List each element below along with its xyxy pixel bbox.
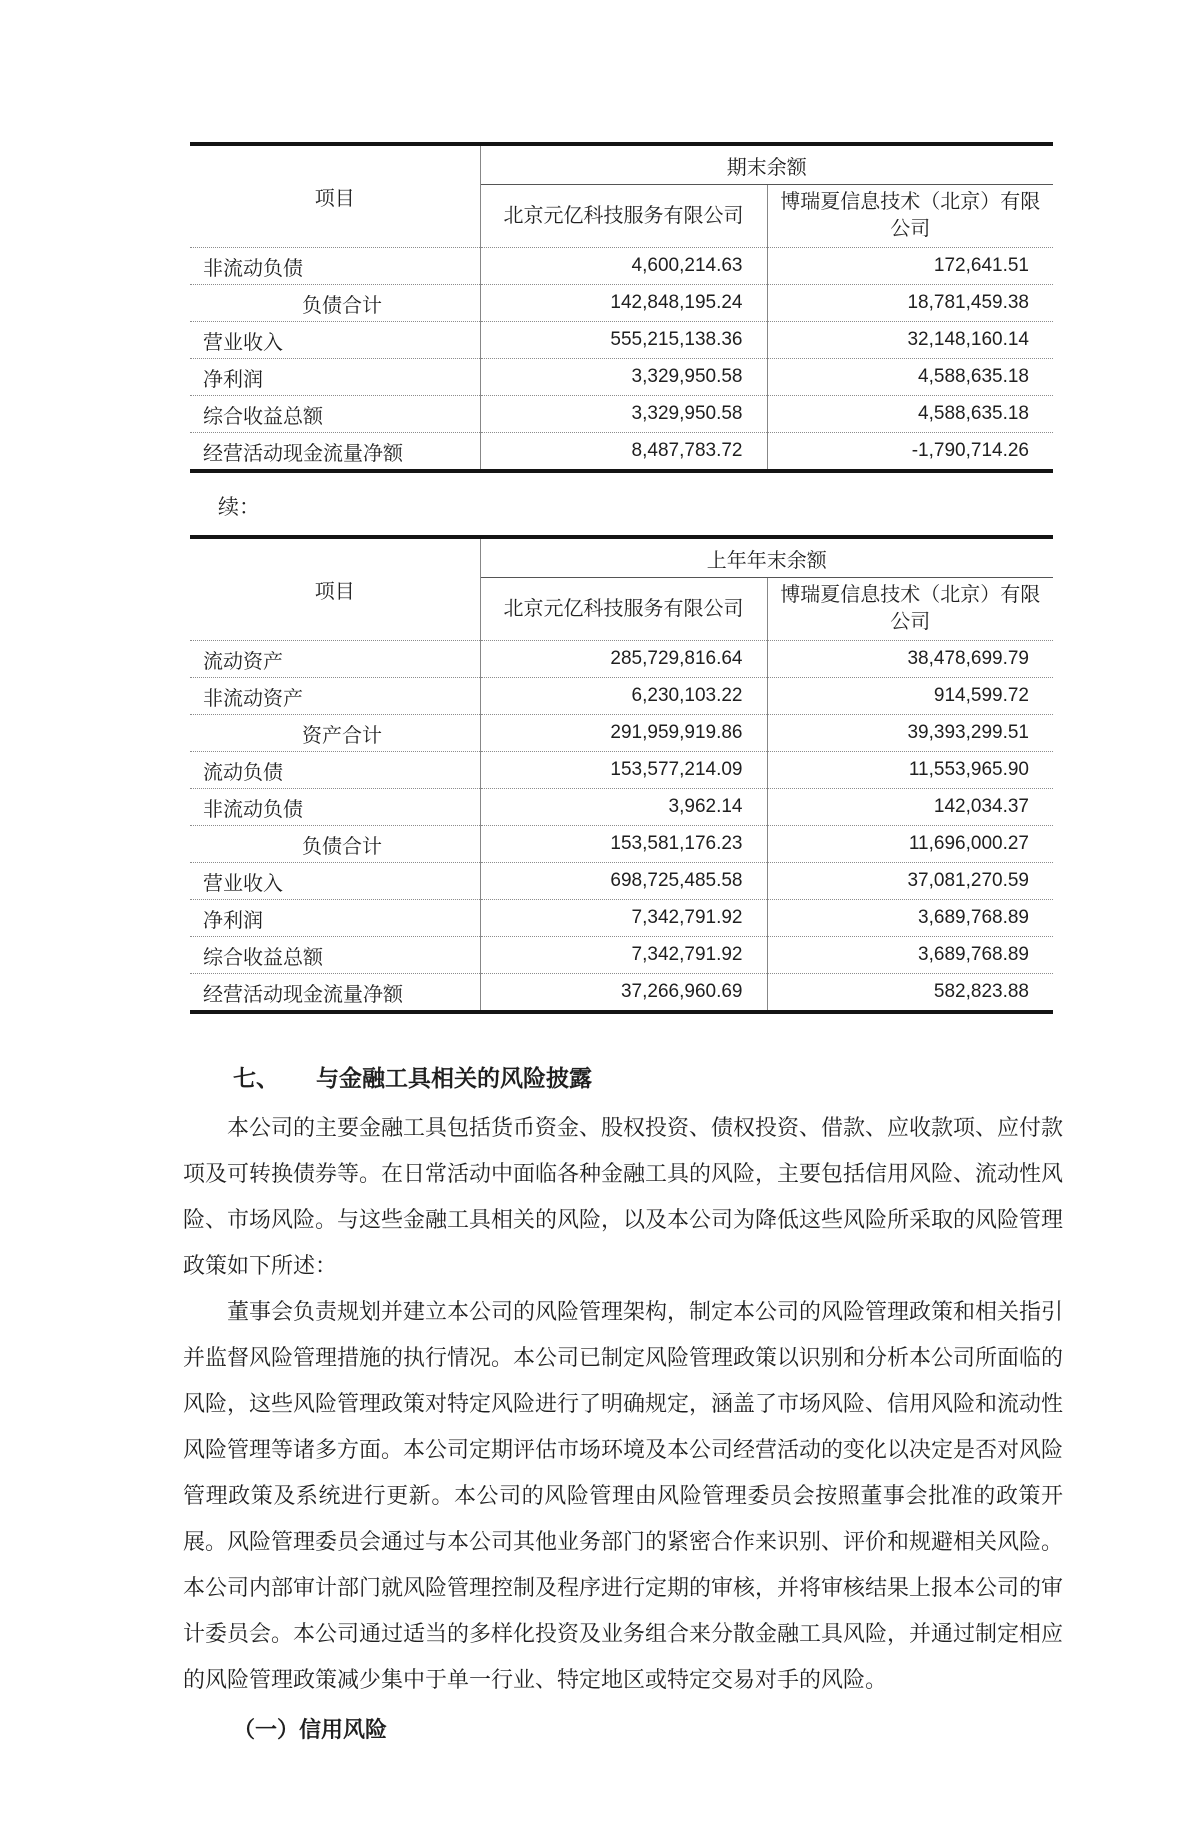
row-label: 负债合计 [190, 826, 480, 863]
item-column-header: 项目 [190, 144, 480, 248]
table-row [190, 433, 1053, 472]
row-label: 负债合计 [190, 285, 480, 322]
table-row [190, 826, 1053, 863]
table-row [190, 789, 1053, 826]
company-column-header: 博瑞夏信息技术（北京）有限公司 [767, 578, 1053, 641]
row-value-company-1: 3,329,950.58 [480, 359, 767, 396]
row-value-company-2: -1,790,714.26 [767, 433, 1053, 472]
row-value-company-2: 4,588,635.18 [767, 396, 1053, 433]
subsection-heading-credit-risk: （一）信用风险 [233, 1717, 388, 1742]
row-value-company-1: 291,959,919.86 [480, 715, 767, 752]
group-header: 期末余额 [480, 144, 1053, 185]
item-column-header: 项目 [190, 537, 480, 641]
row-value-company-2: 142,034.37 [767, 789, 1053, 826]
row-value-company-1: 37,266,960.69 [480, 974, 767, 1013]
row-value-company-1: 153,577,214.09 [480, 752, 767, 789]
row-value-company-1: 285,729,816.64 [480, 641, 767, 678]
row-label: 非流动资产 [190, 678, 480, 715]
table-row [190, 322, 1053, 359]
row-value-company-1: 142,848,195.24 [480, 285, 767, 322]
row-value-company-2: 4,588,635.18 [767, 359, 1053, 396]
section-number: 七、 [233, 1066, 279, 1091]
period-end-balance-table [190, 142, 1053, 473]
table-row [190, 285, 1053, 322]
row-value-company-1: 7,342,791.92 [480, 937, 767, 974]
table-row [190, 641, 1053, 678]
paragraph: 董事会负责规划并建立本公司的风险管理架构，制定本公司的风险管理政策和相关指引并监督风险管理措施的执行情况。本公司已制定风险管理政策以识别和分析本公司所面临的风险，这些风险管理政策对特定风险进行了明确规定，涵盖了市场风险、信用风险和流动性风险管理等诸多方面。本公司定期评估市场环境及本公司经营活动的变化以决定是否对风险管理政策及系统进行更新。本公司的风险管理由风险管理委员会按照董事会批准的政策开展。风险管理委员会通过与本公司其他业务部门的紧密合作来识别、评价和规避相关风险。本公司内部审计部门就风险管理控制及程序进行定期的审核，并将审核结果上报本公司的审计委员会。本公司通过适当的多样化投资及业务组合来分散金融工具风险，并通过制定相应的风险管理政策减少集中于单一行业、特定地区或特定交易对手的风险。 [183, 1299, 1064, 1692]
row-value-company-1: 153,581,176.23 [480, 826, 767, 863]
row-label: 营业收入 [190, 322, 480, 359]
table-row [190, 396, 1053, 433]
table-row [190, 937, 1053, 974]
row-label: 流动资产 [190, 641, 480, 678]
row-value-company-2: 172,641.51 [767, 248, 1053, 285]
row-value-company-2: 39,393,299.51 [767, 715, 1053, 752]
table-row [190, 715, 1053, 752]
table-header-row-group [190, 144, 1053, 185]
company-column-header: 博瑞夏信息技术（北京）有限公司 [767, 185, 1053, 248]
table-row [190, 863, 1053, 900]
continued-label: 续： [218, 495, 260, 519]
company-column-header: 北京元亿科技服务有限公司 [480, 185, 767, 248]
row-value-company-2: 11,696,000.27 [767, 826, 1053, 863]
row-value-company-2: 3,689,768.89 [767, 937, 1053, 974]
table-row [190, 974, 1053, 1013]
table-row [190, 752, 1053, 789]
row-value-company-1: 555,215,138.36 [480, 322, 767, 359]
prior-year-end-balance-table [190, 535, 1053, 1014]
row-value-company-2: 32,148,160.14 [767, 322, 1053, 359]
section-body [183, 1105, 1063, 1703]
row-label: 净利润 [190, 359, 480, 396]
row-value-company-2: 3,689,768.89 [767, 900, 1053, 937]
row-label: 资产合计 [190, 715, 480, 752]
row-label: 流动负债 [190, 752, 480, 789]
row-label: 综合收益总额 [190, 937, 480, 974]
row-value-company-1: 4,600,214.63 [480, 248, 767, 285]
row-value-company-1: 698,725,485.58 [480, 863, 767, 900]
table-header-row-group [190, 537, 1053, 578]
document-page [0, 142, 1200, 1841]
paragraph: 本公司的主要金融工具包括货币资金、股权投资、债权投资、借款、应收款项、应付款项及可转换债券等。在日常活动中面临各种金融工具的风险，主要包括信用风险、流动性风险、市场风险。与这些金融工具相关的风险，以及本公司为降低这些风险所采取的风险管理政策如下所述： [183, 1115, 1064, 1278]
section-heading [233, 1060, 1200, 1093]
table-row [190, 678, 1053, 715]
row-value-company-1: 3,962.14 [480, 789, 767, 826]
table-row [190, 900, 1053, 937]
row-label: 营业收入 [190, 863, 480, 900]
row-value-company-2: 914,599.72 [767, 678, 1053, 715]
row-value-company-2: 18,781,459.38 [767, 285, 1053, 322]
row-value-company-2: 582,823.88 [767, 974, 1053, 1013]
row-label: 综合收益总额 [190, 396, 480, 433]
company-column-header: 北京元亿科技服务有限公司 [480, 578, 767, 641]
section-title: 与金融工具相关的风险披露 [316, 1066, 592, 1091]
table-row [190, 248, 1053, 285]
row-label: 净利润 [190, 900, 480, 937]
row-value-company-1: 3,329,950.58 [480, 396, 767, 433]
row-value-company-1: 7,342,791.92 [480, 900, 767, 937]
row-value-company-2: 11,553,965.90 [767, 752, 1053, 789]
table-row [190, 359, 1053, 396]
row-label: 经营活动现金流量净额 [190, 974, 480, 1013]
row-label: 经营活动现金流量净额 [190, 433, 480, 472]
row-value-company-2: 38,478,699.79 [767, 641, 1053, 678]
row-label: 非流动负债 [190, 248, 480, 285]
row-label: 非流动负债 [190, 789, 480, 826]
row-value-company-2: 37,081,270.59 [767, 863, 1053, 900]
row-value-company-1: 8,487,783.72 [480, 433, 767, 472]
group-header: 上年年末余额 [480, 537, 1053, 578]
row-value-company-1: 6,230,103.22 [480, 678, 767, 715]
